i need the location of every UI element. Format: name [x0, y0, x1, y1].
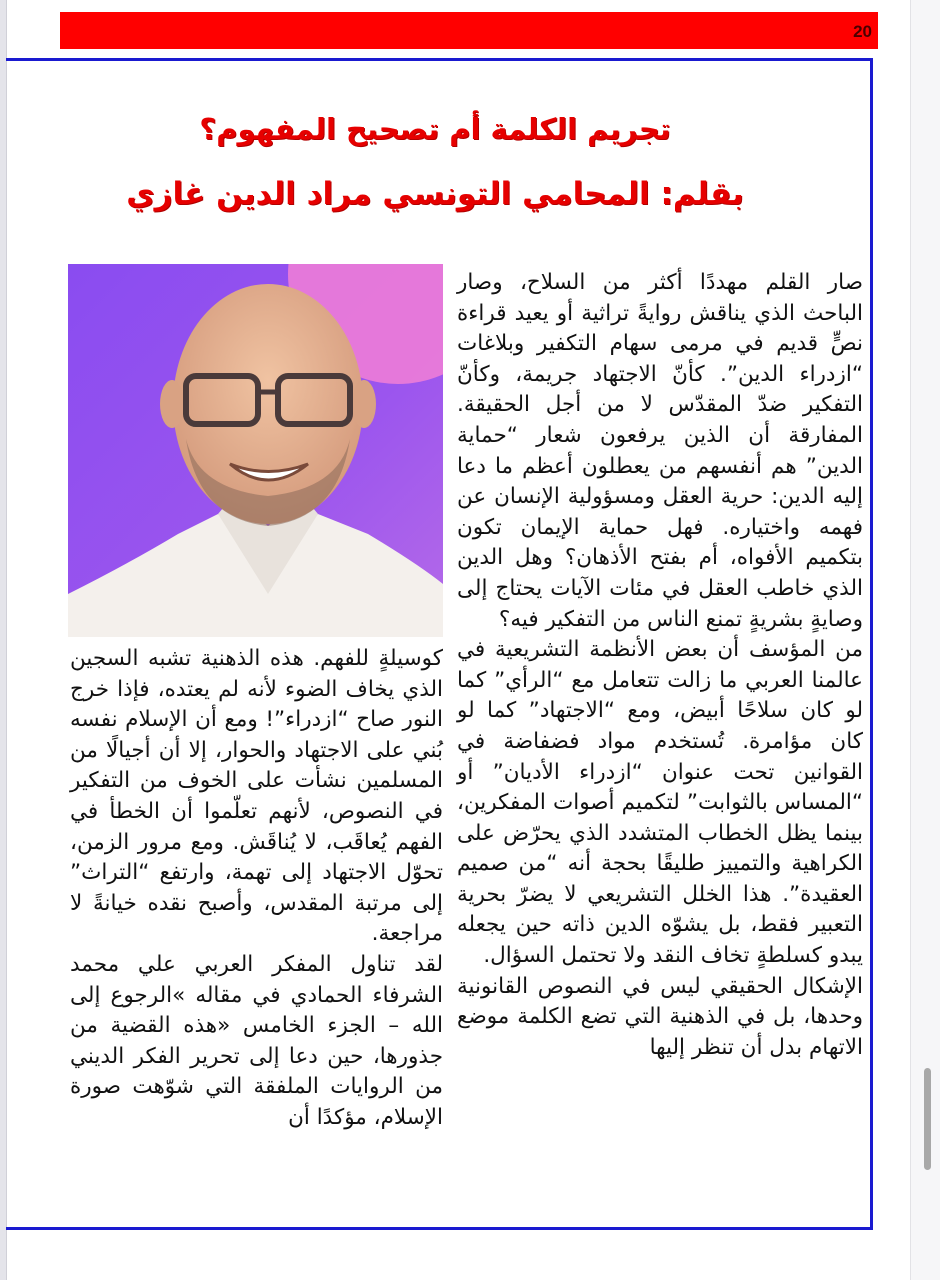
- paragraph: صار القلم مهددًا أكثر من السلاح، وصار الباحث الذي يناقش روايةً تراثية أو يعيد قراءة نصٍّ قديم في مرمى سهام التكفير وبلاغات “ازدراء الدين”. كأنّ الاجتهاد جريمة، وكأنّ التفكير ضدّ المقدّس لا من أجل الحقيقة. المفارقة أن الذين يرفعون شعار “حماية الدين” هم أنفسهم من يعطلون أعظم ما دعا إليه الدين: حرية العقل ومسؤولية الإنسان عن فهمه واختياره. فهل حماية الإيمان تكون بتكميم الأفواه، أم بفتح الأذهان؟ وهل الدين الذي خاطب العقل في مئات الآيات يحتاج إلى وصايةٍ بشريةٍ تمنع الناس من التفكير فيه؟: [457, 270, 863, 632]
- paragraph: كوسيلةٍ للفهم. هذه الذهنية تشبه السجين الذي يخاف الضوء لأنه لم يعتده، فإذا خرج النور صاح “ازدراء”! ومع أن الإسلام نفسه بُني على الاجتهاد والحوار، إلا أن أجيالًا من المسلمين نشأت على الخوف من التفكير في النصوص، لأنهم تعلّموا أن الخطأ في الفهم يُعاقَب، لا يُناقَش. ومع مرور الزمن، تحوّل الاجتهاد إلى تهمة، وارتفع “التراث” إلى مرتبة المقدس، وأصبح نقده خيانةً لا مراجعة.: [70, 646, 443, 947]
- article-column-right: [457, 268, 863, 1063]
- article-byline: بقلم: المحامي التونسي مراد الدين غازي: [126, 176, 744, 212]
- author-photo: [68, 264, 443, 637]
- scrollbar-thumb[interactable]: [924, 1068, 931, 1170]
- paragraph: لقد تناول المفكر العربي علي محمد الشرفاء الحمادي في مقاله »الرجوع إلى الله – الجزء الخامس «هذه القضية من جذورها، حين دعا إلى تحرير الفكر الديني من الروايات الملفقة التي شوّهت صورة الإسلام، مؤكدًا أن: [70, 951, 443, 1130]
- header-bar: [60, 12, 878, 49]
- page-number: 20: [853, 22, 872, 41]
- paragraph: الإشكال الحقيقي ليس في النصوص القانونية وحدها، بل في الذهنية التي تضع الكلمة موضع الاتهام بدل أن تنظر إليها: [457, 973, 863, 1060]
- article-title: تجريم الكلمة أم تصحيح المفهوم؟: [199, 112, 671, 146]
- author-portrait-illustration: [68, 264, 443, 637]
- article-column-left: [70, 644, 443, 1134]
- paragraph: من المؤسف أن بعض الأنظمة التشريعية في عالمنا العربي ما زالت تتعامل مع “الرأي” كما لو كان سلاحًا أبيض، ومع “الاجتهاد” كما لو كان مؤامرة. تُستخدم مواد فضفاضة في القوانين تحت عنوان “ازدراء الأديان” أو “المساس بالثوابت” لتكميم أصوات المفكرين، بينما يظل الخطاب المتشدد الذي يحرّض على الكراهية والتمييز طليقًا بحجة أنه “من صميم العقيدة”. هذا الخلل التشريعي لا يضرّ بحرية التعبير فقط، بل يشوّه الدين ذاته حين يجعله يبدو كسلطةٍ تخاف النقد ولا تحتمل السؤال.: [457, 637, 863, 969]
